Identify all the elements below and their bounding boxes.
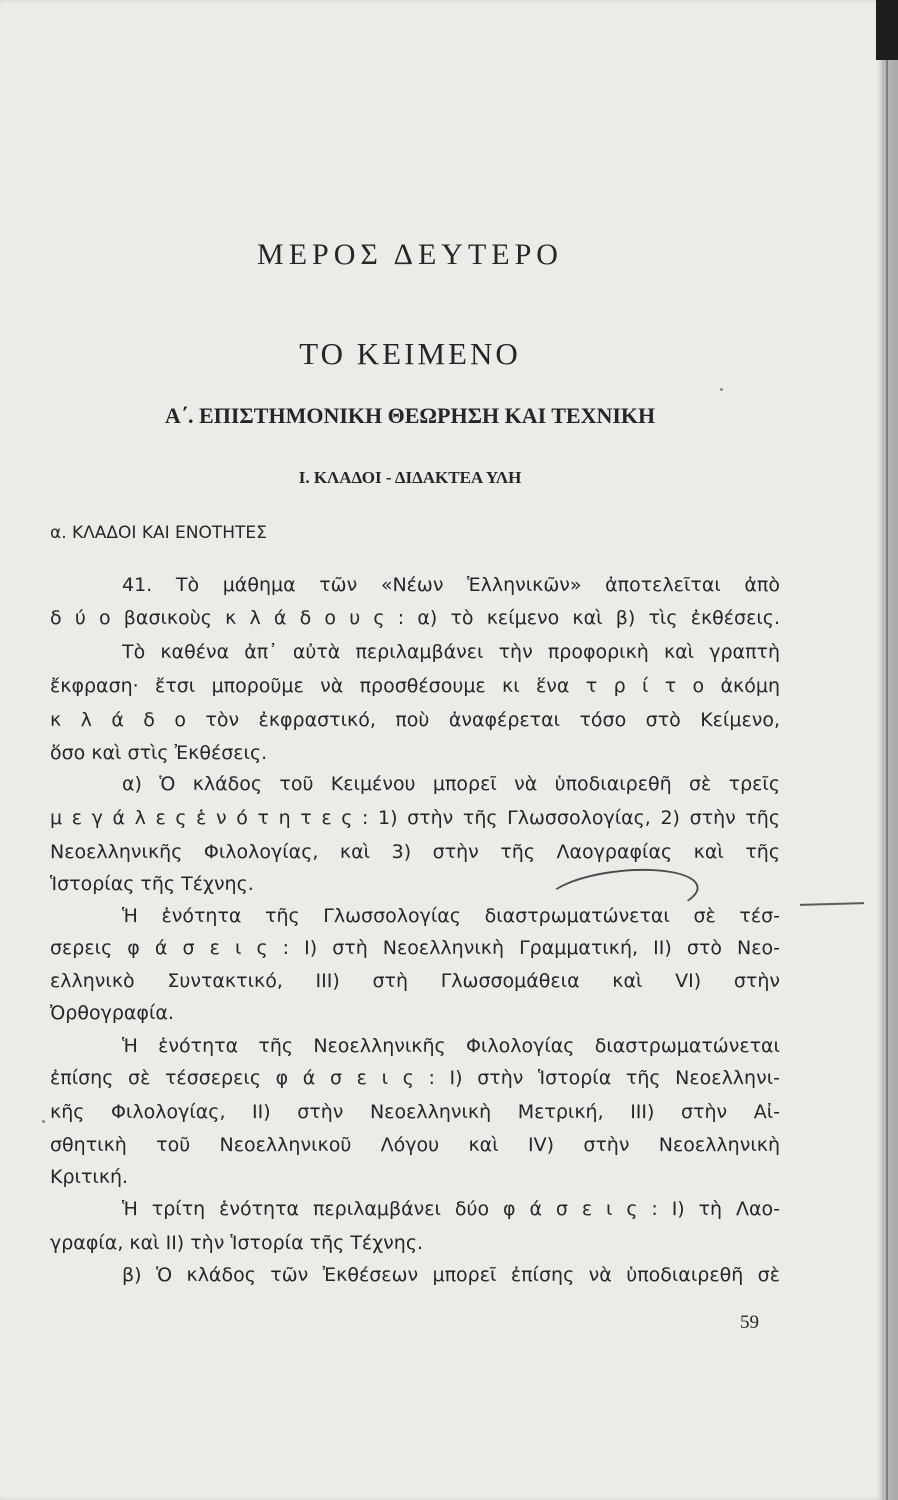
body-line: γραφία, καὶ ΙΙ) τὴν Ἱστορία τῆς Τέχνης. (50, 1232, 424, 1254)
chapter-title: Ι. ΚΛΑΔΟΙ - ΔΙΔΑΚΤΕΑ ΥΛΗ (298, 468, 522, 487)
dark-corner (876, 0, 898, 60)
body-line: α) Ὁ κλάδος τοῦ Κειμένου μπορεῖ νὰ ὑποδιαιρεθῆ σὲ τρεῖς (122, 773, 780, 795)
body-line: Ἡ ἑνότητα τῆς Νεοελληνικῆς Φιλολογίας διαστρωματώνεται (122, 1035, 780, 1057)
body-line: Ἱστορίας τῆς Τέχνης. (50, 873, 254, 895)
body-line: σερεις φ ά σ ε ι ς : Ι) στὴ Νεοελληνικὴ Γραμματική, ΙΙ) στὸ Νεο- (50, 937, 780, 959)
section-title: Α΄. ΕΠΙΣΤΗΜΟΝΙΚΗ ΘΕΩΡΗΣΗ ΚΑΙ ΤΕΧΝΙΚΗ (164, 403, 656, 428)
text-title: ΤΟ ΚΕΙΜΕΝΟ (299, 336, 521, 371)
body-line: 41. Τὸ μάθημα τῶν «Νέων Ἑλληνικῶν» ἀποτελεῖται ἀπὸ (122, 574, 780, 596)
body-line: ὅσο καὶ στὶς Ἐκθέσεις. (50, 742, 268, 764)
body-line: μ ε γ ά λ ε ς ἑ ν ό τ η τ ε ς : 1) στὴν τῆς Γλωσσολογίας, 2) στὴν τῆς (50, 807, 780, 829)
subsection-title: α. ΚΛΑΔΟΙ ΚΑΙ ΕΝΟΤΗΤΕΣ (50, 523, 267, 543)
body-line: σθητικὴ τοῦ Νεοελληνικοῦ Λόγου καὶ ΙV) στὴν Νεοελληνικὴ (50, 1134, 780, 1156)
body-line: ἔκφραση· ἔτσι μποροῦμε νὰ προσθέσουμε κι ἕνα τ ρ ί τ ο ἀκόμη (50, 675, 780, 697)
body-line: Τὸ καθένα ἀπ᾿ αὐτὰ περιλαμβάνει τὴν προφορικὴ καὶ γραπτὴ (122, 641, 780, 663)
body-line: κ λ ά δ ο τὸν ἐκφραστικό, ποὺ ἀναφέρεται τόσο στὸ Κείμενο, (50, 709, 780, 731)
page-number: 59 (740, 1312, 759, 1333)
body-line: β) Ὁ κλάδος τῶν Ἐκθέσεων μπορεῖ ἐπίσης νὰ ὑποδιαιρεθῆ σὲ (122, 1264, 780, 1286)
body-line: Ὀρθογραφία. (50, 1002, 174, 1024)
paper-speck (720, 388, 723, 391)
paper-speck (42, 1120, 45, 1123)
part-title: ΜΕΡΟΣ ΔΕΥΤΕΡΟ (257, 238, 563, 271)
body-line: Ἡ τρίτη ἑνότητα περιλαμβάνει δύο φ ά σ ε ι ς : Ι) τὴ Λαο- (122, 1198, 780, 1220)
body-line: Ἡ ἑνότητα τῆς Γλωσσολογίας διαστρωματώνεται σὲ τέσ- (122, 905, 780, 927)
body-line: Κριτική. (50, 1166, 129, 1188)
body-line: ελληνικὸ Συντακτικό, ΙΙΙ) στὴ Γλωσσομάθεια καὶ VI) στὴν (50, 970, 780, 992)
body-line: Νεοελληνικῆς Φιλολογίας, καὶ 3) στὴν τῆς Λαογραφίας καὶ τῆς (50, 841, 780, 863)
body-line: κῆς Φιλολογίας, ΙΙ) στὴν Νεοελληνικὴ Μετρική, ΙΙΙ) στὴν Αἰ- (50, 1101, 780, 1123)
book-spine (882, 0, 898, 1500)
body-line: ἐπίσης σὲ τέσσερεις φ ά σ ε ι ς : Ι) στὴν Ἱστορία τῆς Νεοελληνι- (50, 1067, 780, 1089)
body-line: δ ύ ο βασικοὺς κ λ ά δ ο υ ς : α) τὸ κείμενο καὶ β) τὶς ἐκθέσεις. (50, 607, 780, 629)
